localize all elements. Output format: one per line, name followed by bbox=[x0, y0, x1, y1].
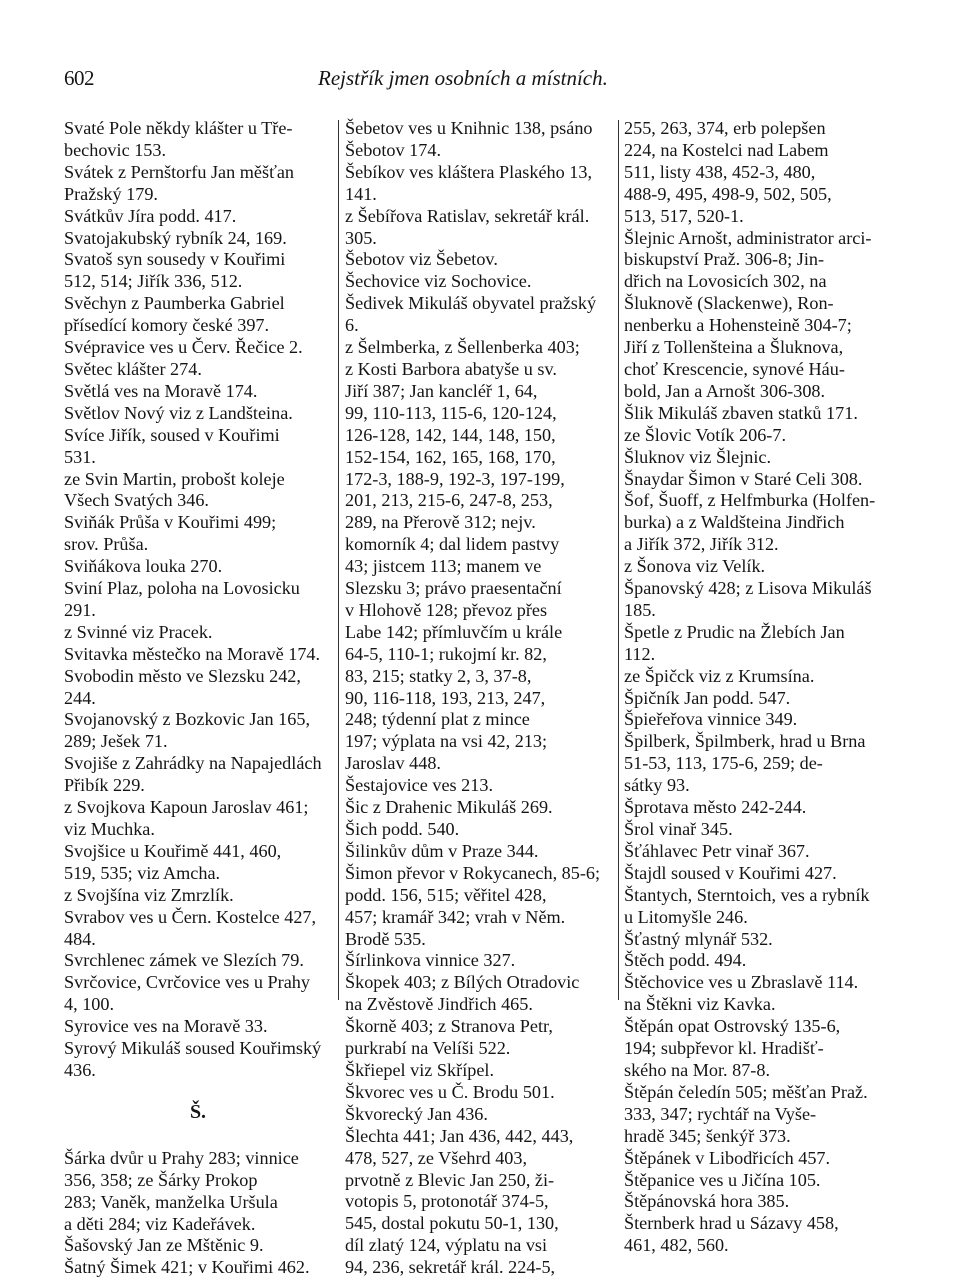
index-line: Šebíkov ves kláštera Plaského 13, bbox=[345, 161, 593, 182]
index-line: na Štěkni viz Kavka. bbox=[624, 994, 776, 1015]
index-line: 99, 110-113, 115-6, 120-124, bbox=[345, 402, 557, 423]
index-line: 248; týdenní plat z mince bbox=[345, 709, 530, 730]
index-line: Jiří 387; Jan kancléř 1, 64, bbox=[345, 380, 538, 401]
index-line: Světlá ves na Moravě 174. bbox=[64, 380, 258, 401]
index-line: Světlov Nový viz z Landšteina. bbox=[64, 402, 293, 423]
index-line: Pražský 179. bbox=[64, 183, 158, 204]
index-line: hradě 345; šenkýř 373. bbox=[624, 1125, 791, 1146]
index-column-3 bbox=[624, 118, 892, 1257]
index-line: Šedivek Mikuláš obyvatel pražský bbox=[345, 293, 597, 314]
page-header bbox=[0, 66, 960, 96]
index-line: Jaroslav 448. bbox=[345, 753, 441, 774]
index-line: 333, 347; rychtář na Vyše- bbox=[624, 1103, 817, 1124]
index-line: Sviňákova louka 270. bbox=[64, 556, 223, 577]
index-line: ze Šlovic Votík 206-7. bbox=[624, 424, 786, 445]
index-line: Škvorecký Jan 436. bbox=[345, 1103, 488, 1124]
index-line: Svrchlenec zámek ve Slezích 79. bbox=[64, 950, 304, 971]
index-line: na Zvěstově Jindřich 465. bbox=[345, 994, 533, 1015]
index-line: 305. bbox=[345, 227, 377, 248]
index-line: viz Muchka. bbox=[64, 819, 155, 839]
index-line: Šnaydar Šimon v Staré Celi 308. bbox=[624, 468, 863, 489]
index-line: 478, 527, ze Všehrd 403, bbox=[345, 1147, 528, 1168]
index-line: 172-3, 188-9, 192-3, 197-199, bbox=[345, 468, 565, 489]
index-line: Špičník Jan podd. 547. bbox=[624, 687, 791, 708]
index-line: Svitavka městečko na Moravě 174. bbox=[64, 643, 321, 664]
index-line: purkrabí na Velíši 522. bbox=[345, 1038, 511, 1059]
index-line: 291. bbox=[64, 599, 96, 620]
index-line: 224, na Kostelci nad Labem bbox=[624, 139, 829, 160]
index-line: Svrčovice, Cvrčovice ves u Prahy bbox=[64, 972, 310, 993]
index-line: 513, 517, 520-1. bbox=[624, 205, 744, 226]
index-line: 194; subpřevor kl. Hradišť- bbox=[624, 1038, 824, 1059]
index-line: Šlechta 441; Jan 436, 442, 443, bbox=[345, 1125, 574, 1146]
index-line: komorník 4; dal lidem pastvy bbox=[345, 534, 560, 555]
index-line: 531. bbox=[64, 446, 96, 467]
index-line: Štantych, Sterntoich, ves a rybník bbox=[624, 884, 870, 905]
index-line: Štěpán opat Ostrovský 135-6, bbox=[624, 1016, 841, 1037]
index-line: přísedící komory české 397. bbox=[64, 315, 270, 336]
index-line: Šlik Mikuláš zbaven statků 171. bbox=[624, 402, 858, 423]
index-line: z Svinné viz Pracek. bbox=[64, 621, 213, 642]
index-line: srov. Průša. bbox=[64, 534, 149, 555]
index-line: Štěch podd. 494. bbox=[624, 950, 747, 971]
index-line: 43; jistcem 113; manem ve bbox=[345, 556, 542, 577]
index-line: Štěpán čeledín 505; měšťan Praž. bbox=[624, 1081, 868, 1102]
index-line: Šimon převor v Rokycanech, 85-6; bbox=[345, 862, 601, 883]
index-line: Štěpánovská hora 385. bbox=[624, 1191, 790, 1212]
index-line: Šich podd. 540. bbox=[345, 819, 460, 839]
index-line: 51-53, 113, 175-6, 259; de- bbox=[624, 753, 823, 774]
index-line: Syrový Mikuláš soused Kouřimský bbox=[64, 1038, 322, 1059]
index-line: Špieřeřova vinnice 349. bbox=[624, 709, 798, 730]
index-line: 519, 535; viz Amcha. bbox=[64, 862, 221, 883]
index-line: Škřiepel viz Skřípel. bbox=[345, 1059, 495, 1080]
index-line: 461, 482, 560. bbox=[624, 1235, 729, 1256]
index-line: Špetle z Prudic na Žlebích Jan bbox=[624, 621, 845, 642]
index-column-1 bbox=[64, 118, 332, 1279]
index-line: 152-154, 162, 165, 168, 170, bbox=[345, 446, 556, 467]
index-line: 90, 116-118, 193, 213, 247, bbox=[345, 687, 546, 708]
section-heading: Š. bbox=[189, 1100, 207, 1123]
index-line: 488-9, 495, 498-9, 502, 505, bbox=[624, 183, 832, 204]
index-line: 83, 215; statky 2, 3, 37-8, bbox=[345, 665, 532, 686]
index-line: Sviní Plaz, poloha na Lovosicku bbox=[64, 578, 300, 599]
index-line: Labe 142; přímluvčím u krále bbox=[345, 621, 563, 642]
index-line: bold, Jan a Arnošt 306-308. bbox=[624, 380, 826, 401]
index-line: Šluknov viz Šlejnic. bbox=[624, 446, 772, 467]
index-line: Svobodin město ve Slezsku 242, bbox=[64, 665, 301, 686]
index-line: Svojšice u Kouřimě 441, 460, bbox=[64, 840, 282, 861]
index-line: Šebotov viz Šebetov. bbox=[345, 249, 498, 270]
index-line: Šic z Drahenic Mikuláš 269. bbox=[345, 797, 553, 818]
index-line: Šebotov 174. bbox=[345, 139, 441, 160]
index-line: Svátek z Pernštorfu Jan měšťan bbox=[64, 161, 295, 182]
column-divider bbox=[618, 120, 619, 1000]
index-line: u Litomyšle 246. bbox=[624, 906, 748, 927]
index-line: Škopek 403; z Bílých Otradovic bbox=[345, 972, 580, 993]
index-line: Španovský 428; z Lisova Mikuláš bbox=[624, 578, 872, 599]
index-line: Všech Svatých 346. bbox=[64, 490, 209, 511]
index-line: 356, 358; ze Šárky Prokop bbox=[64, 1169, 258, 1190]
index-line: Svrabov ves u Čern. Kostelce 427, bbox=[64, 906, 317, 927]
index-line: biskupství Praž. 306-8; Jin- bbox=[624, 249, 825, 270]
index-line: Svěchyn z Paumberka Gabriel bbox=[64, 293, 285, 314]
index-line: podd. 156, 515; věřitel 428, bbox=[345, 884, 547, 905]
index-line: a děti 284; viz Kadeřávek. bbox=[64, 1213, 256, 1234]
index-line: díl zlatý 124, výplatu na vsi bbox=[345, 1235, 548, 1256]
index-line: Sviňák Průša v Kouřimi 499; bbox=[64, 512, 277, 533]
index-line: burka) a z Waldšteina Jindřich bbox=[624, 512, 845, 533]
index-line: Šternberk hrad u Sázavy 458, bbox=[624, 1213, 839, 1234]
index-line: Svaté Pole někdy klášter u Tře- bbox=[64, 118, 293, 138]
index-line: ského na Mor. 87-8. bbox=[624, 1059, 770, 1080]
index-line: 545, dostal pokutu 50-1, 130, bbox=[345, 1213, 559, 1234]
index-line: Špilberk, Špilmberk, hrad u Brna bbox=[624, 731, 866, 752]
index-line: Šof, Šuoff, z Helfmburka (Holfen- bbox=[624, 490, 876, 511]
index-line: Šebetov ves u Knihnic 138, psáno bbox=[345, 118, 593, 138]
index-line: 126-128, 142, 144, 148, 150, bbox=[345, 424, 556, 445]
page-number: 602 bbox=[64, 66, 94, 90]
index-line: z Svojkova Kapoun Jaroslav 461; bbox=[64, 797, 309, 818]
index-line: 244. bbox=[64, 687, 96, 708]
index-line: Jiří z Tollenšteina a Šluknova, bbox=[624, 337, 844, 358]
index-line: z Šelmberka, z Šellenberka 403; bbox=[345, 337, 580, 358]
index-line: sátky 93. bbox=[624, 775, 690, 796]
index-line: 185. bbox=[624, 599, 656, 620]
index-line: Svojanovský z Bozkovic Jan 165, bbox=[64, 709, 311, 730]
index-line: Šašovský Jan ze Mštěnic 9. bbox=[64, 1235, 264, 1256]
index-line: 94, 236, sekretář král. 224-5, bbox=[345, 1257, 556, 1278]
index-line: Šťáhlavec Petr vinař 367. bbox=[624, 840, 810, 861]
index-line: 197; výplata na vsi 42, 213; bbox=[345, 731, 548, 752]
index-line: z Šonova viz Velík. bbox=[624, 556, 766, 577]
index-line: 289, na Přerově 312; nejv. bbox=[345, 512, 536, 533]
index-line: Šárka dvůr u Prahy 283; vinnice bbox=[64, 1147, 299, 1168]
index-line: 511, listy 438, 452-3, 480, bbox=[624, 161, 816, 182]
index-line: Slezsku 3; právo praesentační bbox=[345, 578, 562, 599]
index-line: Brodě 535. bbox=[345, 928, 426, 949]
index-line: Šlejnic Arnošt, administrator arci- bbox=[624, 227, 872, 248]
index-line: Šťastný mlynář 532. bbox=[624, 928, 773, 949]
index-line: 484. bbox=[64, 928, 96, 949]
index-line: Šluknově (Slackenwe), Ron- bbox=[624, 293, 834, 314]
index-line: Šilinkův dům v Praze 344. bbox=[345, 840, 539, 861]
running-title: Rejstřík jmen osobních a místních. bbox=[318, 66, 608, 90]
index-line: Šatný Šimek 421; v Kouřimi 462. bbox=[64, 1257, 310, 1278]
index-line: a Jiřík 372, Jiřík 312. bbox=[624, 534, 779, 555]
index-line: Svépravice ves u Červ. Řečice 2. bbox=[64, 337, 303, 358]
index-line: 512, 514; Jiřík 336, 512. bbox=[64, 271, 243, 292]
index-line: 6. bbox=[345, 315, 359, 336]
index-line: Přibík 229. bbox=[64, 775, 145, 796]
index-line: Šechovice viz Sochovice. bbox=[345, 271, 532, 292]
index-line: Šestajovice ves 213. bbox=[345, 775, 493, 796]
index-line: Šírlinkova vinnice 327. bbox=[345, 950, 516, 971]
index-line: 255, 263, 374, erb polepšen bbox=[624, 118, 826, 138]
index-line: 112. bbox=[624, 643, 656, 664]
index-line: Svojiše z Zahrádky na Napajedlách bbox=[64, 753, 322, 774]
index-line: Škvorec ves u Č. Brodu 501. bbox=[345, 1081, 555, 1102]
index-line: Světec klášter 274. bbox=[64, 358, 202, 379]
index-line: Svatoš syn sousedy v Kouřimi bbox=[64, 249, 286, 270]
index-line: 289; Ješek 71. bbox=[64, 731, 168, 752]
index-line: 64-5, 110-1; rukojmí kr. 82, bbox=[345, 643, 547, 664]
index-line: dřich na Lovosicích 302, na bbox=[624, 271, 827, 292]
index-line: Svíce Jiřík, soused v Kouřimi bbox=[64, 424, 280, 445]
index-line: 283; Vaněk, manželka Uršula bbox=[64, 1191, 278, 1212]
index-line: 436. bbox=[64, 1059, 96, 1080]
index-line: Svátkův Jíra podd. 417. bbox=[64, 205, 237, 226]
index-line: v Hlohově 128; převoz přes bbox=[345, 599, 548, 620]
index-line: choť Krescencie, synové Háu- bbox=[624, 358, 845, 379]
index-line: Štěpánek v Libodřicích 457. bbox=[624, 1147, 831, 1168]
index-line: Syrovice ves na Moravě 33. bbox=[64, 1016, 268, 1037]
index-line: z Šebířova Ratislav, sekretář král. bbox=[345, 205, 590, 226]
index-line: z Svojšína viz Zmrzlík. bbox=[64, 884, 234, 905]
index-line: ze Špičck viz z Krumsína. bbox=[624, 665, 815, 686]
index-line: votopis 5, protonotář 374-5, bbox=[345, 1191, 549, 1212]
index-line: nenberku a Hohensteině 304-7; bbox=[624, 315, 852, 336]
index-line: ze Svin Martin, probošt koleje bbox=[64, 468, 285, 489]
index-line: Svatojakubský rybník 24, 169. bbox=[64, 227, 287, 248]
index-column-2 bbox=[345, 118, 613, 1279]
index-line: Štěchovice ves u Zbraslavě 114. bbox=[624, 972, 859, 993]
index-line: 201, 213, 215-6, 247-8, 253, bbox=[345, 490, 553, 511]
index-line: 141. bbox=[345, 183, 377, 204]
index-line: bechovic 153. bbox=[64, 139, 167, 160]
index-line: Škorně 403; z Stranova Petr, bbox=[345, 1016, 553, 1037]
index-line: 4, 100. bbox=[64, 994, 115, 1015]
index-line: prvotně z Blevic Jan 250, ži- bbox=[345, 1169, 555, 1190]
index-line: Štajdl soused v Kouřimi 427. bbox=[624, 862, 837, 883]
index-line: Štěpanice ves u Jičína 105. bbox=[624, 1169, 821, 1190]
column-divider bbox=[338, 120, 339, 1000]
index-line: z Kosti Barbora abatyše u sv. bbox=[345, 358, 557, 379]
index-line: Šrol vinař 345. bbox=[624, 819, 733, 839]
index-line: Šprotava město 242-244. bbox=[624, 797, 807, 818]
index-line: 457; kramář 342; vrah v Něm. bbox=[345, 906, 566, 927]
